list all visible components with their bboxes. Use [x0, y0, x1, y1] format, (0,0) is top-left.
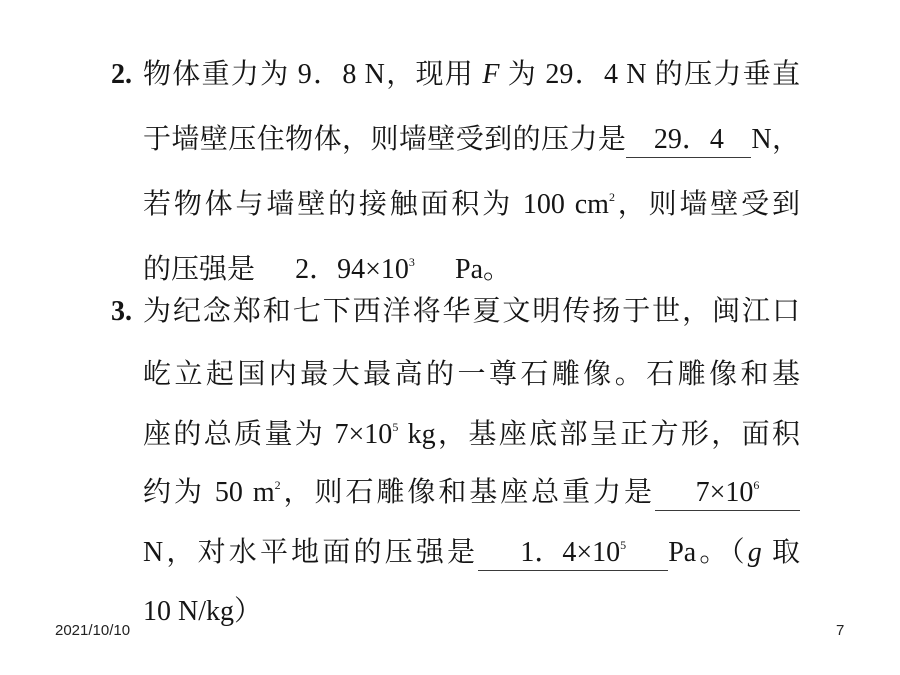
gravity-variable: g [747, 537, 762, 568]
line-text: ，则墙壁受到 [614, 189, 800, 220]
line-text: N，对水平地面的压强是 [143, 537, 479, 568]
answer-blank [255, 253, 455, 288]
superscript: 5 [392, 420, 399, 434]
line-text: 若物体与墙壁的接触面积为 100 cm [143, 189, 609, 220]
answer-text: 7×10 [695, 477, 754, 508]
superscript: 6 [753, 478, 760, 492]
answer-blank [478, 536, 668, 571]
superscript: 2 [608, 190, 615, 204]
superscript: 2 [274, 478, 281, 492]
superscript: 3 [408, 255, 415, 269]
line-text: 屹立起国内最大最高的一尊石雕像。石雕像和基 [143, 359, 800, 390]
line-text: ，则石雕像和基座总重力是 [280, 477, 655, 508]
line-text: Pa。（ [668, 537, 748, 568]
problem-3-line-6 [143, 592, 800, 632]
line-text: kg，基座底部呈正方形，面积 [398, 419, 800, 450]
answer-blank: 29．4 [626, 123, 751, 158]
problem-3-line-1 [143, 292, 800, 332]
problem-2-line-1 [143, 55, 800, 95]
superscript: 5 [620, 538, 627, 552]
problem-3-line-5 [143, 533, 800, 573]
problem-3-line-3 [143, 415, 800, 455]
problem-3-number: 3. [111, 296, 132, 327]
answer-text: 2．94×10 [295, 254, 409, 285]
line-text: 10 N/kg） [143, 596, 263, 627]
problem-2-line-4 [143, 250, 800, 290]
slide-date: 2021/10/10 [55, 622, 131, 639]
line-text: 为纪念郑和七下西洋将华夏文明传扬于世，闽江口 [143, 296, 800, 327]
line-text: 座的总质量为 7×10 [143, 419, 393, 450]
line-text: 于墙壁压住物体，则墙壁受到的压力是 [143, 124, 627, 155]
problem-2-line-2 [143, 120, 800, 160]
line-text: 约为 50 m [143, 477, 275, 508]
problem-2-line-3 [143, 185, 800, 225]
line-text: 取 [761, 537, 800, 568]
line-text: 物体重力为 9．8 N，现用 [143, 59, 483, 90]
line-text: N， [751, 124, 800, 155]
page-number: 7 [836, 622, 845, 639]
force-variable: F [482, 59, 500, 90]
answer-text: 1．4×10 [520, 537, 621, 568]
problem-2-number: 2. [111, 59, 132, 90]
answer-blank [655, 476, 800, 511]
problem-3-line-4 [143, 473, 800, 513]
line-text: 的压强是 [143, 254, 256, 285]
line-text: Pa。 [455, 254, 512, 285]
problem-3-line-2 [143, 355, 800, 395]
line-text: 为 29．4 N 的压力垂直 [499, 59, 800, 90]
